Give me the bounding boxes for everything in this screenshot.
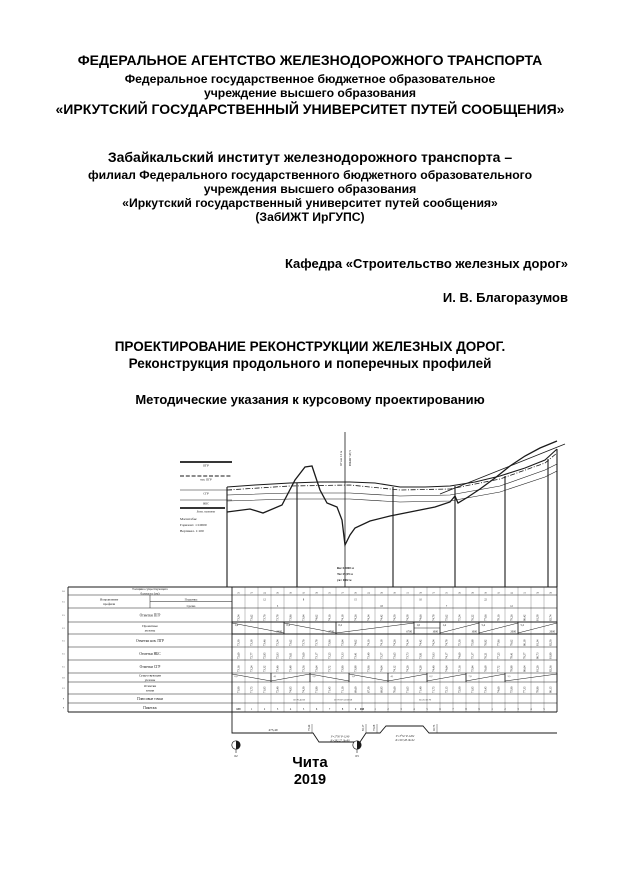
svg-text:Тв=19,99 м: Тв=19,99 м: [337, 572, 353, 576]
svg-text:81,58: 81,58: [535, 614, 540, 621]
svg-text:74,54: 74,54: [431, 639, 436, 646]
svg-text:71,45: 71,45: [327, 686, 332, 693]
svg-text:Подъемка: Подъемка: [184, 597, 198, 602]
svg-text:8: 8: [302, 598, 305, 602]
ground-line: [227, 441, 557, 545]
svg-text:74,02: 74,02: [353, 639, 358, 646]
svg-text:74,18: 74,18: [379, 639, 384, 646]
svg-text:9: 9: [62, 706, 65, 710]
svg-text:73,56: 73,56: [301, 665, 306, 672]
longitudinal-profile-drawing: [55, 420, 575, 770]
svg-text:81,20: 81,20: [535, 665, 540, 672]
doc-title-line-2: Реконструкция продольного и поперечных профилей: [128, 356, 492, 371]
svg-text:27: 27: [341, 591, 344, 595]
tangent-line: [440, 444, 565, 494]
svg-text:80,18: 80,18: [522, 639, 527, 646]
svg-text:72,85: 72,85: [262, 652, 267, 659]
svg-text:71,80: 71,80: [314, 686, 319, 693]
svg-text:80,73: 80,73: [535, 652, 540, 659]
svg-text:73,33: 73,33: [340, 652, 345, 659]
svg-text:74,58: 74,58: [405, 614, 410, 621]
svg-text:0,2: 0,2: [338, 624, 342, 627]
svg-text:земли: земли: [145, 688, 155, 693]
svg-text:73,65: 73,65: [392, 652, 397, 659]
doc-title-line-1: ПРОЕКТИРОВАНИЕ РЕКОНСТРУКЦИИ ЖЕЛЕЗНЫХ ДОРОГ.: [114, 339, 506, 354]
svg-text:Масштабы:: Масштабы:: [180, 517, 198, 521]
svg-text:Отметки нов. ПГР: Отметки нов. ПГР: [135, 638, 165, 643]
svg-text:74,78: 74,78: [431, 614, 436, 621]
svg-text:80,04: 80,04: [522, 665, 527, 672]
svg-text:К=282,27 Лв-80: К=282,27 Лв-80: [330, 739, 350, 743]
svg-text:79,26: 79,26: [509, 614, 514, 621]
svg-text:12: 12: [62, 627, 65, 630]
svg-text:28: 28: [471, 591, 474, 595]
svg-text:29: 29: [536, 591, 539, 595]
svg-text:73,41: 73,41: [353, 652, 358, 659]
svg-text:28: 28: [315, 591, 318, 595]
svg-text:К=327,28 Лв-92: К=327,28 Лв-92: [395, 738, 415, 742]
branch-abbr: (ЗабИЖТ ИрГУПС): [255, 210, 365, 224]
svg-text:4,1: 4,1: [390, 675, 394, 678]
svg-text:73,94: 73,94: [301, 614, 306, 621]
svg-text:Срезка: Срезка: [186, 603, 196, 608]
svg-text:73,16: 73,16: [236, 665, 241, 672]
svg-text:73,80: 73,80: [340, 665, 345, 672]
svg-text:74,04: 74,04: [379, 665, 384, 672]
svg-text:Пикетаж: Пикетаж: [143, 705, 157, 710]
svg-text:74,78: 74,78: [444, 639, 449, 646]
svg-text:10: 10: [62, 590, 65, 593]
svg-text:1000: 1000: [432, 630, 438, 634]
svg-text:71,75: 71,75: [431, 686, 436, 693]
svg-text:75,54: 75,54: [457, 614, 462, 621]
svg-text:4: 4: [289, 707, 292, 711]
svg-text:73,32: 73,32: [262, 665, 267, 672]
svg-text:10: 10: [62, 676, 65, 680]
svg-text:1: 1: [374, 707, 376, 711]
svg-text:30: 30: [393, 591, 396, 595]
svg-text:ПК40+47,5: ПК40+47,5: [348, 450, 352, 466]
svg-text:76,82: 76,82: [483, 639, 488, 646]
svg-text:18: 18: [380, 604, 383, 608]
svg-text:74,66: 74,66: [418, 614, 423, 621]
svg-text:73,86: 73,86: [327, 639, 332, 646]
svg-text:5,2: 5,2: [520, 624, 524, 627]
svg-text:73,70: 73,70: [262, 614, 267, 621]
svg-text:нов. ПГР: нов. ПГР: [200, 477, 212, 482]
svg-text:31: 31: [523, 591, 526, 595]
svg-text:81,34: 81,34: [535, 639, 540, 646]
svg-text:72,93: 72,93: [275, 652, 280, 659]
svg-text:71,95: 71,95: [470, 686, 475, 693]
svg-text:профиля: профиля: [102, 601, 116, 606]
svg-text:Rв=10000 м: Rв=10000 м: [337, 566, 354, 570]
svg-text:4: 4: [413, 707, 415, 711]
svg-text:76,68: 76,68: [483, 665, 488, 672]
svg-text:75,98: 75,98: [470, 639, 475, 646]
svg-text:73,30: 73,30: [236, 639, 241, 646]
svg-text:74,42: 74,42: [379, 614, 384, 621]
svg-text:5: 5: [276, 604, 279, 608]
svg-text:26: 26: [354, 591, 357, 595]
svg-text:473,49: 473,49: [268, 728, 278, 732]
svg-text:698: 698: [359, 707, 365, 711]
svg-text:78,88: 78,88: [509, 665, 514, 672]
table-data: [232, 591, 557, 711]
org-line-1: Федеральное государственное бюджетное образовательное: [124, 72, 496, 86]
svg-text:73,93: 73,93: [431, 652, 436, 659]
svg-text:81,89: 81,89: [548, 652, 553, 659]
svg-text:76,21: 76,21: [483, 652, 488, 659]
svg-text:73,46: 73,46: [308, 724, 311, 731]
svg-text:Горизонт. 1:10000: Горизонт. 1:10000: [180, 523, 207, 527]
svg-text:24: 24: [263, 591, 266, 595]
svg-text:31: 31: [406, 591, 409, 595]
department-line: Кафедра «Строительство железных дорог»: [284, 256, 568, 271]
svg-text:25: 25: [237, 591, 240, 595]
svg-text:72,90: 72,90: [457, 686, 462, 693]
vertical-curve-note: [337, 566, 355, 582]
svg-text:73,94: 73,94: [340, 639, 345, 646]
svg-text:3,5: 3,5: [507, 675, 511, 678]
svg-text:Вертикал. 1:100: Вертикал. 1:100: [180, 529, 204, 533]
svg-text:15: 15: [354, 598, 357, 602]
svg-text:73,64: 73,64: [314, 665, 319, 672]
svg-text:27: 27: [432, 591, 435, 595]
branch-line-2: учреждения высшего образования: [203, 182, 417, 196]
svg-text:78,10: 78,10: [496, 614, 501, 621]
svg-text:639: 639: [236, 707, 241, 711]
city-name: Чита: [292, 754, 328, 771]
svg-text:73,57: 73,57: [379, 652, 384, 659]
svg-text:32: 32: [497, 591, 500, 595]
svg-text:73,78: 73,78: [275, 614, 280, 621]
svg-text:27: 27: [250, 591, 253, 595]
plan-line: [232, 712, 557, 742]
svg-text:30: 30: [484, 591, 487, 595]
svg-text:75,02: 75,02: [444, 614, 449, 621]
svg-text:73,72: 73,72: [327, 665, 332, 672]
svg-text:8: 8: [341, 707, 344, 711]
svg-text:3: 3: [276, 707, 279, 711]
svg-text:79,02: 79,02: [509, 639, 514, 646]
top-marks: [339, 450, 353, 466]
svg-text:71,40: 71,40: [418, 686, 423, 693]
svg-text:74,69: 74,69: [457, 652, 462, 659]
svg-text:74,34: 74,34: [405, 639, 410, 646]
svg-text:1,4: 1,4: [234, 624, 238, 627]
svg-text:74,64: 74,64: [444, 665, 449, 672]
svg-text:2: 2: [387, 707, 389, 711]
svg-text:2000: 2000: [549, 630, 555, 634]
svg-text:71,05: 71,05: [405, 686, 410, 693]
svg-text:1,4: 1,4: [442, 624, 446, 627]
svg-text:3: 3: [517, 707, 519, 711]
svg-text:73,40: 73,40: [275, 665, 280, 672]
svg-text:70,60: 70,60: [392, 686, 397, 693]
svg-text:Плюсовые точки: Плюсовые точки: [137, 696, 163, 701]
agency-line: ФЕДЕРАЛЬНОЕ АГЕНТСТВО ЖЕЛЕЗНОДОРОЖНОГО ТРАНСПОРТА: [77, 52, 543, 68]
svg-text:24: 24: [367, 591, 370, 595]
svg-text:Исправление: Исправление: [99, 597, 119, 602]
svg-text:Толщина существующего: Толщина существующего: [132, 586, 168, 591]
svg-text:74,02: 74,02: [314, 614, 319, 621]
svg-text:71,10: 71,10: [340, 686, 345, 693]
svg-text:15: 15: [62, 652, 65, 656]
svg-text:4,1: 4,1: [273, 675, 277, 678]
branch-line-3: «Иркутский государственный университет путей сообщения»: [122, 196, 498, 210]
svg-text:73,09: 73,09: [301, 652, 306, 659]
svg-text:79,57: 79,57: [522, 652, 527, 659]
svg-text:9: 9: [62, 697, 65, 701]
svg-text:77,72: 77,72: [496, 665, 501, 672]
svg-text:28: 28: [380, 591, 383, 595]
svg-text:4: 4: [530, 707, 532, 711]
svg-text:74,26: 74,26: [353, 614, 358, 621]
svg-text:У=2°50′ Р-1240: У=2°50′ Р-1240: [330, 735, 350, 739]
svg-text:32: 32: [302, 591, 305, 595]
svg-text:2: 2: [504, 707, 506, 711]
svg-text:1: 1: [250, 707, 253, 711]
svg-text:77,06: 77,06: [483, 614, 488, 621]
svg-text:77,86: 77,86: [496, 639, 501, 646]
svg-text:6: 6: [439, 707, 441, 711]
svg-text:8: 8: [465, 707, 467, 711]
svg-text:67,30: 67,30: [366, 686, 371, 693]
svg-text:80,42: 80,42: [522, 614, 527, 621]
svg-text:74,30: 74,30: [301, 686, 306, 693]
svg-text:10: 10: [419, 598, 422, 602]
svg-text:73,54: 73,54: [275, 639, 280, 646]
svg-text:74,42: 74,42: [418, 639, 423, 646]
svg-text:62: 62: [234, 754, 238, 758]
svg-text:30: 30: [289, 591, 292, 595]
svg-text:0,4: 0,4: [286, 624, 290, 627]
svg-text:80,15: 80,15: [548, 686, 553, 693]
svg-text:уклоны: уклоны: [144, 628, 156, 633]
svg-text:0,8: 0,8: [234, 675, 238, 678]
svg-text:74,10: 74,10: [366, 639, 371, 646]
picket-ordinates: [227, 432, 557, 587]
svg-text:25: 25: [328, 591, 331, 595]
svg-text:СГР: СГР: [203, 491, 209, 496]
svg-text:78,80: 78,80: [535, 686, 540, 693]
svg-text:7: 7: [445, 604, 448, 608]
svg-text:7,8: 7,8: [468, 675, 472, 678]
publication-year: 2019: [293, 772, 327, 788]
svg-text:72,40: 72,40: [275, 686, 280, 693]
svg-text:72,15: 72,15: [444, 686, 449, 693]
doc-subtitle: Методические указания к курсовому проектированию: [135, 392, 485, 407]
svg-text:65 25 50 70: 65 25 50 70: [419, 698, 431, 702]
svg-text:63: 63: [355, 754, 359, 758]
svg-text:балласта (см): балласта (см): [140, 591, 160, 596]
svg-text:77,25: 77,25: [496, 652, 501, 659]
institute-name: Забайкальский институт железнодорожного транспорта –: [107, 149, 513, 165]
svg-text:5: 5: [543, 707, 545, 711]
svg-text:50 70 45 60: 50 70 45 60: [293, 698, 305, 702]
svg-text:75,16: 75,16: [457, 665, 462, 672]
svg-text:75,90: 75,90: [509, 686, 514, 693]
svg-text:74,20: 74,20: [405, 665, 410, 672]
svg-text:25: 25: [445, 591, 448, 595]
svg-text:5,4: 5,4: [481, 624, 485, 627]
svg-text:Проектные: Проектные: [142, 623, 158, 628]
svg-text:Отметки ПГР: Отметки ПГР: [139, 613, 161, 618]
svg-text:26: 26: [458, 591, 461, 595]
svg-text:74,95: 74,95: [288, 686, 293, 693]
svg-text:Отметки: Отметки: [143, 683, 157, 688]
svg-text:2400: 2400: [276, 630, 282, 634]
svg-text:73,62: 73,62: [249, 614, 254, 621]
svg-text:83,17: 83,17: [362, 724, 365, 731]
svg-text:74,18: 74,18: [340, 614, 345, 621]
svg-text:74,50: 74,50: [392, 614, 397, 621]
author-name: И. В. Благоразумов: [442, 290, 568, 305]
svg-text:78,41: 78,41: [509, 652, 514, 659]
svg-text:15: 15: [62, 665, 65, 669]
svg-text:73,17: 73,17: [314, 652, 319, 659]
svg-text:28: 28: [549, 591, 552, 595]
svg-text:73,86: 73,86: [288, 614, 293, 621]
svg-text:74,17: 74,17: [444, 652, 449, 659]
svg-text:73,45: 73,45: [483, 686, 488, 693]
svg-text:74,26: 74,26: [392, 639, 397, 646]
svg-text:73,24: 73,24: [249, 665, 254, 672]
svg-text:НБС: НБС: [203, 501, 209, 506]
svg-text:82,36: 82,36: [548, 665, 553, 672]
svg-text:2000: 2000: [510, 630, 516, 634]
svg-text:15: 15: [62, 600, 65, 604]
svg-text:9: 9: [354, 707, 357, 711]
svg-text:82,50: 82,50: [548, 639, 553, 646]
svg-text:71,90: 71,90: [236, 686, 241, 693]
svg-text:72,69: 72,69: [236, 652, 241, 659]
svg-text:73,70: 73,70: [301, 639, 306, 646]
svg-text:73,62: 73,62: [288, 639, 293, 646]
svg-text:71,95: 71,95: [262, 686, 267, 693]
svg-text:1,4: 1,4: [351, 675, 355, 678]
svg-text:73,88: 73,88: [353, 665, 358, 672]
org-line-2: учреждение высшего образования: [203, 86, 417, 100]
svg-text:26: 26: [276, 591, 279, 595]
svg-text:ПГР: ПГР: [203, 463, 209, 468]
svg-text:15: 15: [62, 614, 65, 617]
svg-text:73,68: 73,68: [373, 724, 376, 731]
svg-text:7: 7: [328, 707, 331, 711]
university-name: «ИРКУТСКИЙ ГОСУДАРСТВЕННЫЙ УНИВЕРСИТЕТ ПУТЕЙ СООБЩЕНИЯ»: [55, 101, 565, 117]
profile-curves: [227, 441, 565, 545]
svg-text:12: 12: [263, 598, 266, 602]
svg-text:5: 5: [302, 707, 305, 711]
svg-text:6: 6: [315, 707, 318, 711]
svg-text:73,49: 73,49: [366, 652, 371, 659]
svg-text:34: 34: [510, 591, 513, 595]
svg-text:Земл. полотно: Земл. полотно: [196, 509, 216, 514]
svg-text:74,40: 74,40: [431, 665, 436, 672]
svg-text:71,75: 71,75: [249, 686, 254, 693]
svg-text:29: 29: [419, 591, 422, 595]
svg-text:69,60: 69,60: [353, 686, 358, 693]
svg-text:73,46: 73,46: [262, 639, 267, 646]
svg-text:7: 7: [452, 707, 454, 711]
svg-text:9: 9: [478, 707, 480, 711]
table-row-labels: [62, 587, 198, 710]
svg-text:75,30: 75,30: [457, 639, 462, 646]
branch-line-1: филиал Федерального государственного бюджетного образовательного: [87, 168, 533, 182]
svg-text:3: 3: [400, 707, 402, 711]
svg-text:1,0: 1,0: [416, 624, 420, 627]
svg-text:12: 12: [62, 687, 65, 690]
legend: [180, 462, 232, 533]
svg-text:12: 12: [510, 604, 513, 608]
svg-text:50 70 87 53 60 60: 50 70 87 53 60 60: [333, 698, 353, 702]
svg-text:73,25: 73,25: [327, 652, 332, 659]
svg-text:У=3°52′ Р-1202: У=3°52′ Р-1202: [395, 734, 415, 738]
svg-text:69,95: 69,95: [379, 686, 384, 693]
svg-text:73,38: 73,38: [249, 639, 254, 646]
svg-text:2: 2: [263, 707, 266, 711]
svg-text:74,10: 74,10: [327, 614, 332, 621]
svg-text:07 км 12 м: 07 км 12 м: [339, 450, 343, 466]
svg-text:уклоны: уклоны: [144, 677, 156, 682]
svg-text:77,35: 77,35: [522, 686, 527, 693]
svg-text:22: 22: [484, 598, 487, 602]
svg-text:74,60: 74,60: [496, 686, 501, 693]
svg-text:73,01: 73,01: [288, 652, 293, 659]
svg-text:6700: 6700: [406, 630, 412, 634]
svg-text:74,34: 74,34: [366, 614, 371, 621]
svg-text:73,81: 73,81: [418, 652, 423, 659]
svg-text:Отметки НБС: Отметки НБС: [139, 651, 161, 656]
pgr-new-line: [227, 453, 557, 490]
svg-text:73,73: 73,73: [405, 652, 410, 659]
svg-text:Существующие: Существующие: [138, 673, 162, 678]
svg-text:5: 5: [426, 707, 428, 711]
svg-text:92,75: 92,75: [433, 724, 436, 731]
svg-text:1: 1: [491, 707, 493, 711]
svg-text:74,12: 74,12: [392, 665, 397, 672]
svg-text:2700: 2700: [328, 630, 334, 634]
svg-text:75,37: 75,37: [470, 652, 475, 659]
svg-text:73,96: 73,96: [366, 665, 371, 672]
svg-text:73,78: 73,78: [314, 639, 319, 646]
svg-text:72,77: 72,77: [249, 652, 254, 659]
svg-text:ув= 0,02 м: ув= 0,02 м: [337, 578, 352, 582]
svg-text:76,22: 76,22: [470, 614, 475, 621]
svg-text:73,48: 73,48: [288, 665, 293, 672]
svg-text:82,74: 82,74: [548, 614, 553, 621]
svg-text:74,28: 74,28: [418, 665, 423, 672]
svg-text:15: 15: [62, 639, 65, 643]
svg-text:1000: 1000: [471, 630, 477, 634]
svg-text:2,6: 2,6: [312, 675, 316, 678]
svg-text:75,84: 75,84: [470, 665, 475, 672]
svg-text:73,54: 73,54: [236, 614, 241, 621]
svg-text:Отметки СГР: Отметки СГР: [139, 664, 161, 669]
svg-text:6,2: 6,2: [429, 675, 433, 678]
